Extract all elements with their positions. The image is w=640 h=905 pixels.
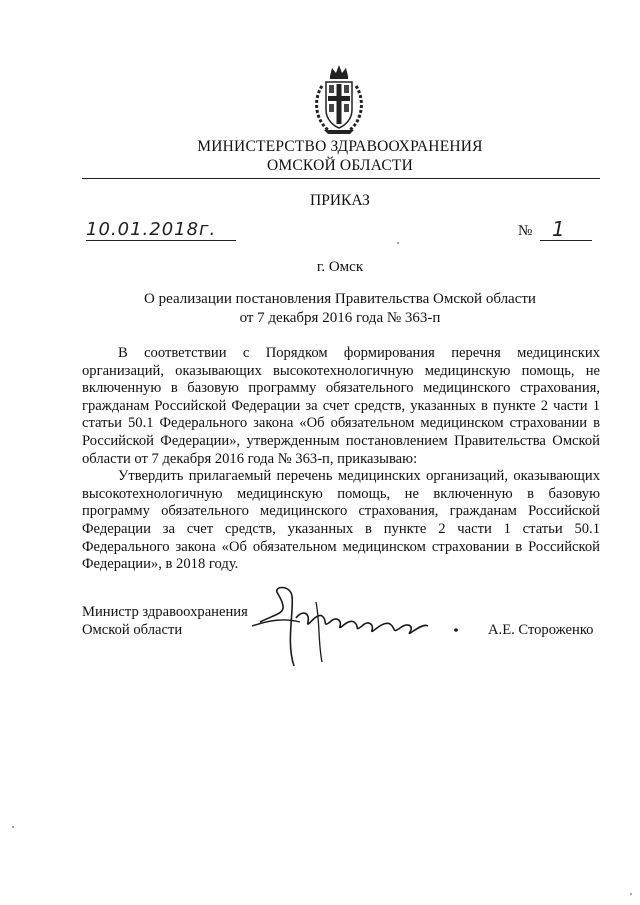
signature-icon [250,582,470,668]
scan-speck [397,242,399,244]
position-line2: Омской области [82,621,183,638]
coat-of-arms-icon [312,62,366,136]
signatory-position [82,604,248,639]
signatory-name: А.Е. Стороженко [488,622,594,638]
document-type: ПРИКАЗ [310,192,370,209]
order-body [82,345,600,574]
subject-line2: от 7 декабря 2016 года № 363-п [239,310,441,326]
ministry-name-line1: МИНИСТЕРСТВО ЗДРАВООХРАНЕНИЯ [197,138,483,155]
position-line1: Министр здравоохранения [82,604,248,620]
body-paragraph-2: Утвердить прилагаемый перечень медицинских организаций, оказывающих высокотехнологичную медицинскую помощь, не включенную в базовую программу обязательного медицинского страхования, гражданам Российской Федерации за счет средств, указанных в пункте 2 части 1 статьи 50.1 Федерального закона «Об обязательном медицинском страховании в Российской Федерации», в 2018 году. [82,468,600,573]
number-label: № [518,223,533,239]
header-rule [82,178,600,179]
date-underline [86,240,236,241]
scan-speck [12,826,14,828]
city: г. Омск [316,259,364,275]
subject-line1: О реализации постановления Правительства Омской области [144,291,536,307]
number-underline [540,240,592,241]
handwritten-number: 1 [552,217,565,241]
body-paragraph-1: В соответствии с Порядком формирования перечня медицинских организаций, оказывающих высокотехнологичную медицинскую помощь, не включенную в базовую программу обязательного медицинского страхования, гражданам Российской Федерации за счет средств, указанных в пункте 2 части 1 статьи 50.1 Федерального закона «Об обязательном медицинском страховании в Российской Федерации», утвержденным постановлением Правительства Омской области от 7 декабря 2016 года № 363-п, приказываю: [82,345,600,467]
ministry-name-line2: ОМСКОЙ ОБЛАСТИ [267,157,413,174]
scan-speck [630,893,632,895]
handwritten-date: 10.01.2018г. [86,219,217,240]
